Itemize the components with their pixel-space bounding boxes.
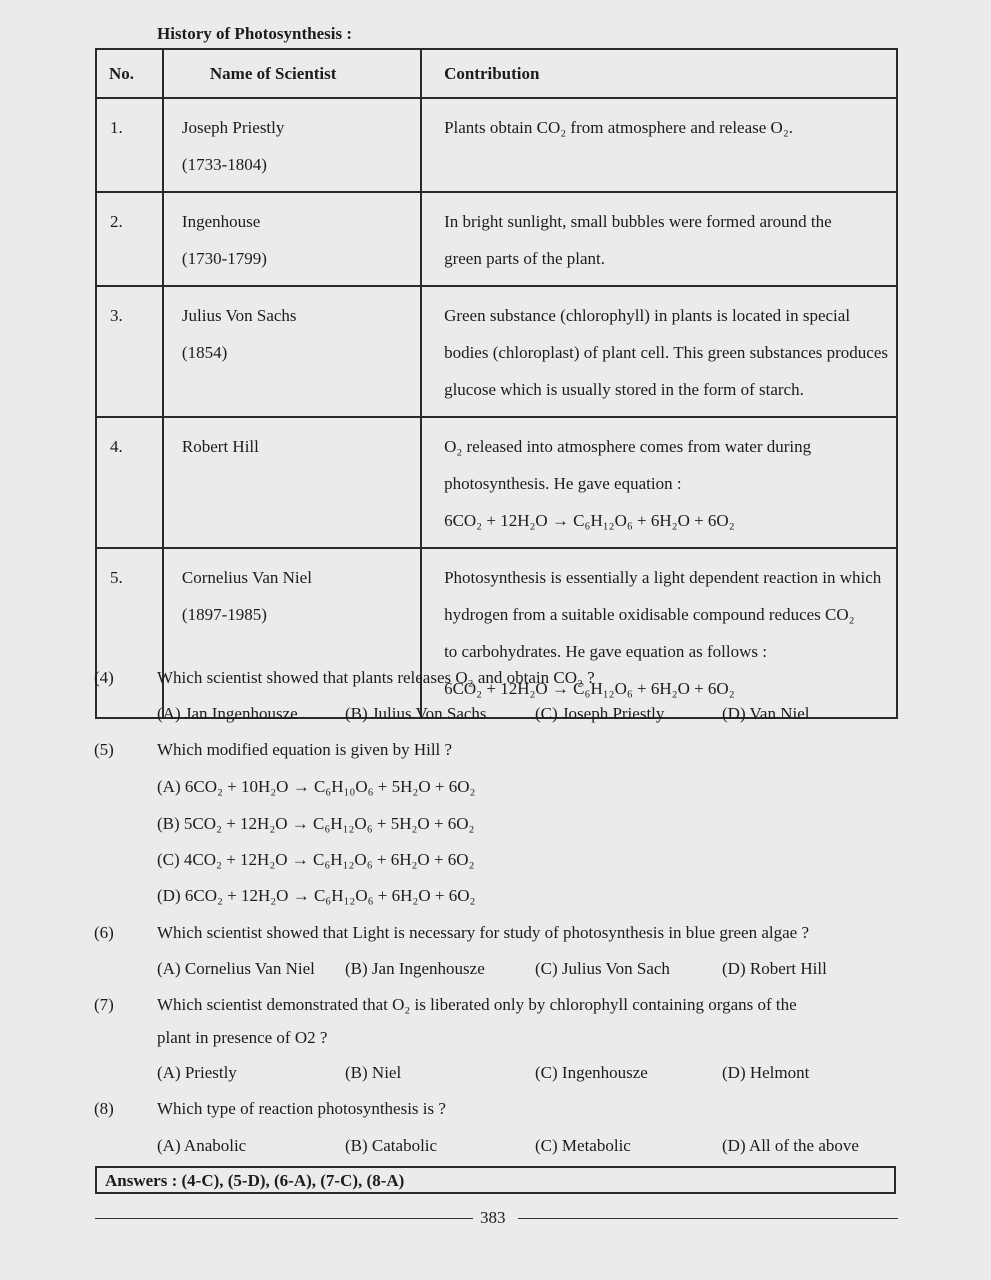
option: (A) Priestly: [157, 1063, 237, 1082]
option: (D) 6CO₂ + 12H₂O → C₆H₁₂O₆ + 6H₂O + 6O₂: [157, 886, 476, 905]
option: (B) Jan Ingenhousze: [345, 959, 485, 978]
contribution-line: O₂ released into atmosphere comes from water during: [444, 437, 812, 456]
answer-key-box: Answers : (4-C), (5-D), (6-A), (7-C), (8-A): [95, 1166, 896, 1194]
contribution-line: Plants obtain CO₂ from atmosphere and release O₂.: [444, 118, 793, 137]
equation: 6CO₂ + 12H₂O → C₆H₁₂O₆ + 6H₂O + 6O₂: [444, 679, 735, 698]
table-row: [96, 192, 897, 286]
contribution-line: hydrogen from a suitable oxidisable compound reduces CO₂: [444, 605, 855, 624]
contribution-line: bodies (chloroplast) of plant cell. This green substances produces: [444, 343, 888, 362]
option: (C) Ingenhousze: [535, 1063, 648, 1082]
equation: 6CO₂ + 12H₂O → C₆H₁₂O₆ + 6H₂O + 6O₂: [444, 511, 735, 530]
contribution-line: Photosynthesis is essentially a light dependent reaction in which: [444, 568, 882, 587]
scientist-name: Julius Von Sachs: [181, 306, 297, 325]
row-number: 5.: [110, 568, 123, 587]
option: (B) Catabolic: [345, 1136, 438, 1155]
option: (C) Julius Von Sach: [535, 959, 670, 978]
option: (A) Cornelius Van Niel: [157, 959, 315, 978]
section-heading: History of Photosynthesis :: [157, 24, 353, 43]
table-row: [96, 417, 897, 548]
option: (C) 4CO₂ + 12H₂O → C₆H₁₂O₆ + 6H₂O + 6O₂: [157, 850, 475, 869]
option: (D) Van Niel: [722, 704, 810, 723]
option: (D) All of the above: [722, 1136, 859, 1155]
scientist-name: Cornelius Van Niel: [181, 568, 312, 587]
option: (D) Helmont: [722, 1063, 810, 1082]
question-number: (7): [94, 995, 114, 1014]
row-number: 3.: [110, 306, 123, 325]
row-number: 1.: [110, 118, 123, 137]
contribution-line: Green substance (chlorophyll) in plants is located in special: [444, 306, 851, 325]
row-number: 2.: [110, 212, 123, 231]
option: (C) Joseph Priestly: [535, 704, 665, 723]
history-table: [95, 48, 898, 719]
question-text: Which scientist showed that plants releases O₂ and obtain CO₂ ?: [157, 668, 595, 687]
table-row: [96, 286, 897, 417]
scientist-name: Joseph Priestly: [181, 118, 285, 137]
contribution-line: In bright sunlight, small bubbles were formed around the: [444, 212, 832, 231]
option: (C) Metabolic: [535, 1136, 631, 1155]
question-number: (6): [94, 923, 114, 942]
question-number: (8): [94, 1099, 114, 1118]
option: (A) Jan Ingenhousze: [157, 704, 298, 723]
scientist-years: (1733-1804): [181, 155, 267, 174]
option: (B) Julius Von Sachs: [345, 704, 487, 723]
scientist-years: (1897-1985): [181, 605, 267, 624]
option: (A) Anabolic: [157, 1136, 247, 1155]
option: (D) Robert Hill: [722, 959, 827, 978]
option: (B) Niel: [345, 1063, 402, 1082]
page-number: 383: [480, 1208, 506, 1227]
header-contribution: Contribution: [421, 49, 897, 98]
scientist-years: (1854): [181, 343, 228, 362]
question-text: plant in presence of O2 ?: [157, 1028, 328, 1047]
contribution-line: to carbohydrates. He gave equation as follows :: [444, 642, 767, 661]
footer-rule-right: [518, 1218, 898, 1219]
contribution-line: glucose which is usually stored in the form of starch.: [444, 380, 804, 399]
option: (A) 6CO₂ + 10H₂O → C₆H₁₀O₆ + 5H₂O + 6O₂: [157, 777, 476, 796]
question-text: Which scientist demonstrated that O₂ is liberated only by chlorophyll containing organs of the: [157, 995, 797, 1014]
table-row: [96, 548, 897, 718]
question-number: (5): [94, 740, 114, 759]
scientist-name: Ingenhouse: [181, 212, 261, 231]
header-no: No.: [96, 49, 163, 98]
table-header-row: [96, 49, 897, 98]
question-number: (4): [94, 668, 114, 687]
footer-rule-left: [95, 1218, 473, 1219]
question-text: Which type of reaction photosynthesis is ?: [157, 1099, 446, 1118]
scientist-name: Robert Hill: [181, 437, 259, 456]
table-row: [96, 98, 897, 192]
contribution-line: photosynthesis. He gave equation :: [444, 474, 682, 493]
scientist-years: (1730-1799): [181, 249, 267, 268]
row-number: 4.: [110, 437, 123, 456]
question-text: Which scientist showed that Light is necessary for study of photosynthesis in blue green algae ?: [157, 923, 809, 942]
question-text: Which modified equation is given by Hill ?: [157, 740, 453, 759]
header-scientist: Name of Scientist: [163, 49, 421, 98]
option: (B) 5CO₂ + 12H₂O → C₆H₁₂O₆ + 5H₂O + 6O₂: [157, 814, 475, 833]
contribution-line: green parts of the plant.: [444, 249, 606, 268]
